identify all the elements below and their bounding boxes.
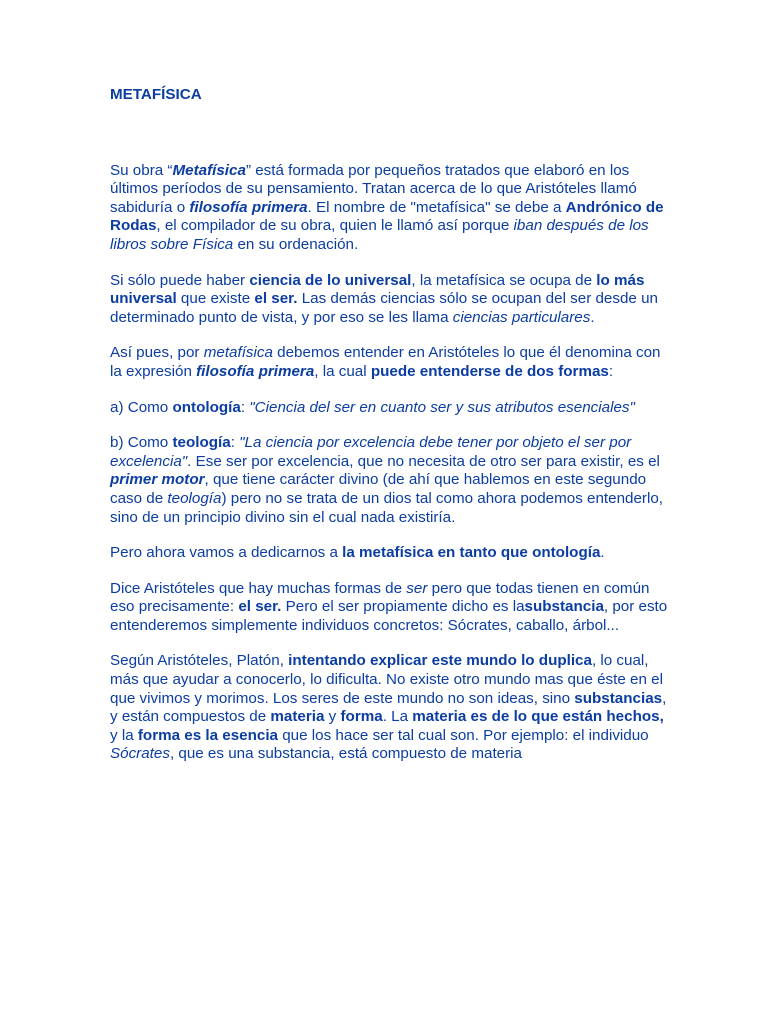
document-page	[110, 86, 670, 781]
emphasis: teología	[167, 489, 222, 507]
emphasis: filosofía primera	[189, 198, 308, 216]
emphasis: Metafísica	[172, 161, 246, 179]
paragraph-universal: Si sólo puede haber ciencia de lo universal, la metafísica se ocupa de lo más universal que existe el ser. Las demás ciencias sólo se ocupan del ser desde un determinado punto de vista, y por eso se les llama ciencias particulares.	[110, 271, 658, 326]
emphasis: substancia	[524, 598, 604, 616]
paragraph-teologia: b) Como teología: "La ciencia por excelencia debe tener por objeto el ser por excelencia". Ese ser por excelencia, que no necesita de otro ser para existir, es el primer motor, que tiene carácter divino (de ahí que hablemos en este segundo caso de teología) pero no se trata de un dios tal como ahora podemos entenderlo, sino de un principio divino sin el cual nada existiría.	[110, 434, 664, 526]
document-title: METAFÍSICA	[110, 86, 202, 103]
emphasis: intentando explicar este mundo lo duplica	[288, 652, 592, 670]
paragraph-ontologia: a) Como ontología: "Ciencia del ser en cuanto ser y sus atributos esenciales"	[110, 398, 635, 416]
emphasis: ser	[406, 579, 428, 597]
emphasis: Sócrates	[110, 745, 170, 763]
paragraph-dos-formas: Así pues, por metafísica debemos entender en Aristóteles lo que él denomina con la expresión filosofía primera, la cual puede entenderse de dos formas:	[110, 344, 661, 380]
emphasis: materia es de lo que están hechos,	[412, 708, 664, 726]
emphasis: la metafísica en tanto que ontología	[342, 544, 601, 562]
emphasis: el ser.	[238, 598, 282, 616]
emphasis: filosofía primera	[196, 362, 315, 380]
emphasis: primer motor	[110, 471, 205, 489]
emphasis: substancias	[574, 689, 663, 707]
emphasis: ontología	[172, 398, 241, 416]
paragraph-dedicarnos: Pero ahora vamos a dedicarnos a la metafísica en tanto que ontología.	[110, 544, 605, 562]
paragraph-substancia: Dice Aristóteles que hay muchas formas de ser pero que todas tienen en común eso precisamente: el ser. Pero el ser propiamente dicho es lasubstancia, por esto entenderemos simplemente individuos concretos: Sócrates, caballo, árbol...	[110, 579, 668, 634]
emphasis: ciencia de lo universal	[249, 271, 412, 289]
emphasis: materia	[270, 708, 325, 726]
emphasis: iban después de los libros sobre Física	[110, 217, 649, 253]
emphasis: puede entenderse de dos formas	[370, 362, 609, 380]
emphasis: forma	[340, 708, 383, 726]
emphasis: forma es la esencia	[137, 726, 279, 744]
emphasis: teología	[172, 434, 231, 452]
emphasis: "Ciencia del ser en cuanto ser y sus atributos esenciales"	[249, 398, 635, 416]
emphasis: "La ciencia por excelencia debe tener por objeto el ser por excelencia"	[110, 434, 632, 470]
emphasis: ciencias particulares	[452, 308, 591, 326]
paragraph-obra: Su obra “Metafísica” está formada por pequeños tratados que elaboró en los últimos períodos de su pensamiento. Tratan acerca de lo que Aristóteles llamó sabiduría o filosofía primera. El nombre de "metafísica" se debe a Andrónico de Rodas, el compilador de su obra, quien le llamó así porque iban después de los libros sobre Física en su ordenación.	[110, 161, 664, 253]
emphasis: metafísica	[203, 344, 273, 362]
paragraph-platon: Según Aristóteles, Platón, intentando explicar este mundo lo duplica, lo cual, más que ayudar a conocerlo, lo dificulta. No existe otro mundo mas que éste en el que vivimos y morimos. Los seres de este mundo no son ideas, sino substancias, y están compuestos de materia y forma. La materia es de lo que están hechos, y la forma es la esencia que los hace ser tal cual son. Por ejemplo: el individuo Sócrates, que es una substancia, está compuesto de materia	[110, 652, 667, 763]
emphasis: el ser.	[254, 290, 298, 308]
emphasis: lo más universal	[110, 271, 645, 308]
emphasis: Andrónico de Rodas	[110, 198, 664, 235]
